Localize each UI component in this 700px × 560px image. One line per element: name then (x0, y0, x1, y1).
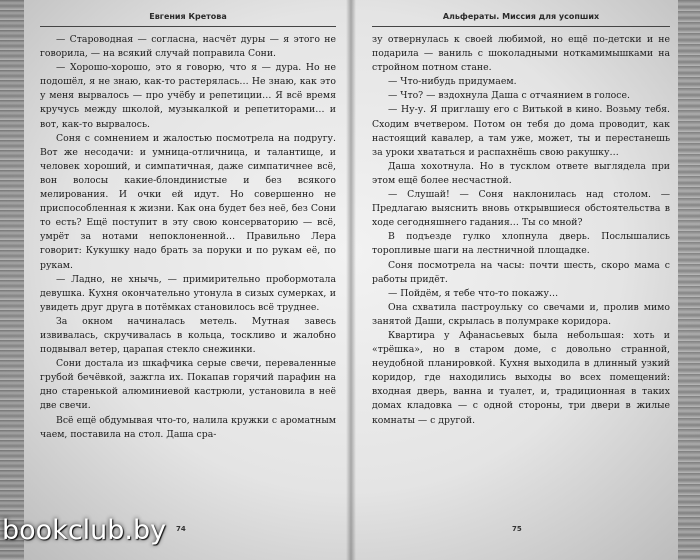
paragraph: — Староводная — согласна, насчёт дуры — я этого не говорила, — на всякий случай поправила Сони. (40, 34, 336, 60)
page-edge-left (0, 0, 24, 560)
page-edge-right (678, 0, 700, 560)
paragraph: — Слушай! — Соня наклонилась над столом. — Предлагаю выяснить вновь открывшиеся обстоятельства в ходе сегодняшнего гадания… Ты со мной? (372, 189, 670, 229)
paragraph: Всё ещё обдумывая что-то, налила кружки с ароматным чаем, поставила на стол. Даша сра- (40, 414, 336, 440)
paragraph: зу отвернулась к своей любимой, но ещё по-детски и не подарила — ваниль с шоколадными ноткамимышками на стройном потном стане. (372, 34, 670, 74)
paragraph: — Пойдём, я тебе что-то покажу… (388, 287, 559, 299)
paragraph: За окном начиналась метель. Мутная завесь извивалась, скручивалась в кольца, тоскливо и жалобно подвывал ветер, царапая стекло снежинки. (40, 315, 336, 356)
page-number-left: 74 (176, 525, 186, 533)
paragraph: — Ладно, не хнычь, — примирительно пробормотала девушка. Кухня окончательно утонула в сизых сумерках, и увидеть друг друга в потёмках становилось всё труднее. (40, 273, 336, 313)
left-page-text (40, 33, 336, 442)
paragraph: Соня посмотрела на часы: почти шесть, скоро мама с работы придёт. (372, 259, 670, 285)
header-rule (372, 26, 670, 27)
paragraph: Даша хохотнула. Но в тусклом ответе выглядела при этом ещё более несчастной. (372, 160, 670, 186)
watermark-text: bookclub.by (2, 515, 167, 546)
paragraph: — Что-нибудь придумаем. (388, 76, 517, 88)
paragraph: Квартира у Афанасьевых была небольшая: хоть и «трёшка», но в старом доме, с довольно странной, неудобной планировкой. Кухня выходила в длинный узкий коридор, где находились выходы во всех помещений: входная дверь, ванна и туалет, и, традиционная в таких домах кладовка — с одной стороны, три двери в жилые комнаты — с другой. (372, 329, 670, 426)
right-page-text (372, 33, 670, 428)
paragraph: Сони достала из шкафчика серые свечи, переваленные грубой бечёвкой, зажгла их. Покапав горячий парафин на дно старенькой алюминиевой кастрюли, установила в неё две свечи. (40, 358, 336, 412)
paragraph: В подъезде гулко хлопнула дверь. Послышались торопливые шаги на лестничной площадке. (372, 231, 670, 257)
running-head-author: Евгения Кретова (149, 12, 227, 21)
paragraph: — Хорошо-хорошо, это я говорю, что я — дура. Но не подошёл, я не знаю, как-то растерялась… Не знаю, как это у меня вырвалось — про учёбу и репетиции… Я всё время кручусь между школой, музыкалкой и репетиторами… и вот, как-то вырвалось. (40, 62, 336, 130)
paragraph: — Ну-у. Я приглашу его с Витькой в кино. Возьму тебя. Сходим вчетвером. Потом он тебя до дома проводит, как настоящий кавалер, а там уже, может, ты и перестанешь за уроки хвататься и распахнёшь свою ракушку… (372, 104, 670, 158)
book-gutter (346, 0, 356, 560)
right-page (372, 10, 670, 428)
left-page (40, 10, 336, 442)
header-rule (40, 26, 336, 27)
paragraph: — Что? — вздохнула Даша с отчаянием в голосе. (388, 90, 630, 102)
running-head-title: Альфераты. Миссия для усопших (442, 12, 600, 21)
paragraph: Соня с сомнением и жалостью посмотрела на подругу. Вот же несодачи: и умница-отличница, и талантище, и человек хороший, и симпатичная, даже симпатичнее всё, вон волосы какие-блондинистые и без всякого мелирования. И очки ей идут. Но совершенно не приспособленная к жизни. Как она будет без неё, без Сони то есть? Ещё поступит в эту свою консерваторию — всё, умрёт за нотами непоклоненной… Правильно Лера говорит: Кукушку надо брать за поруки и по рукам её, по рукам. (40, 132, 336, 271)
page-number-right: 75 (512, 525, 522, 533)
paragraph: Она схватила пастроульку со свечами и, пролив мимо занятой Даши, скрылась в полумраке коридора. (372, 301, 670, 327)
